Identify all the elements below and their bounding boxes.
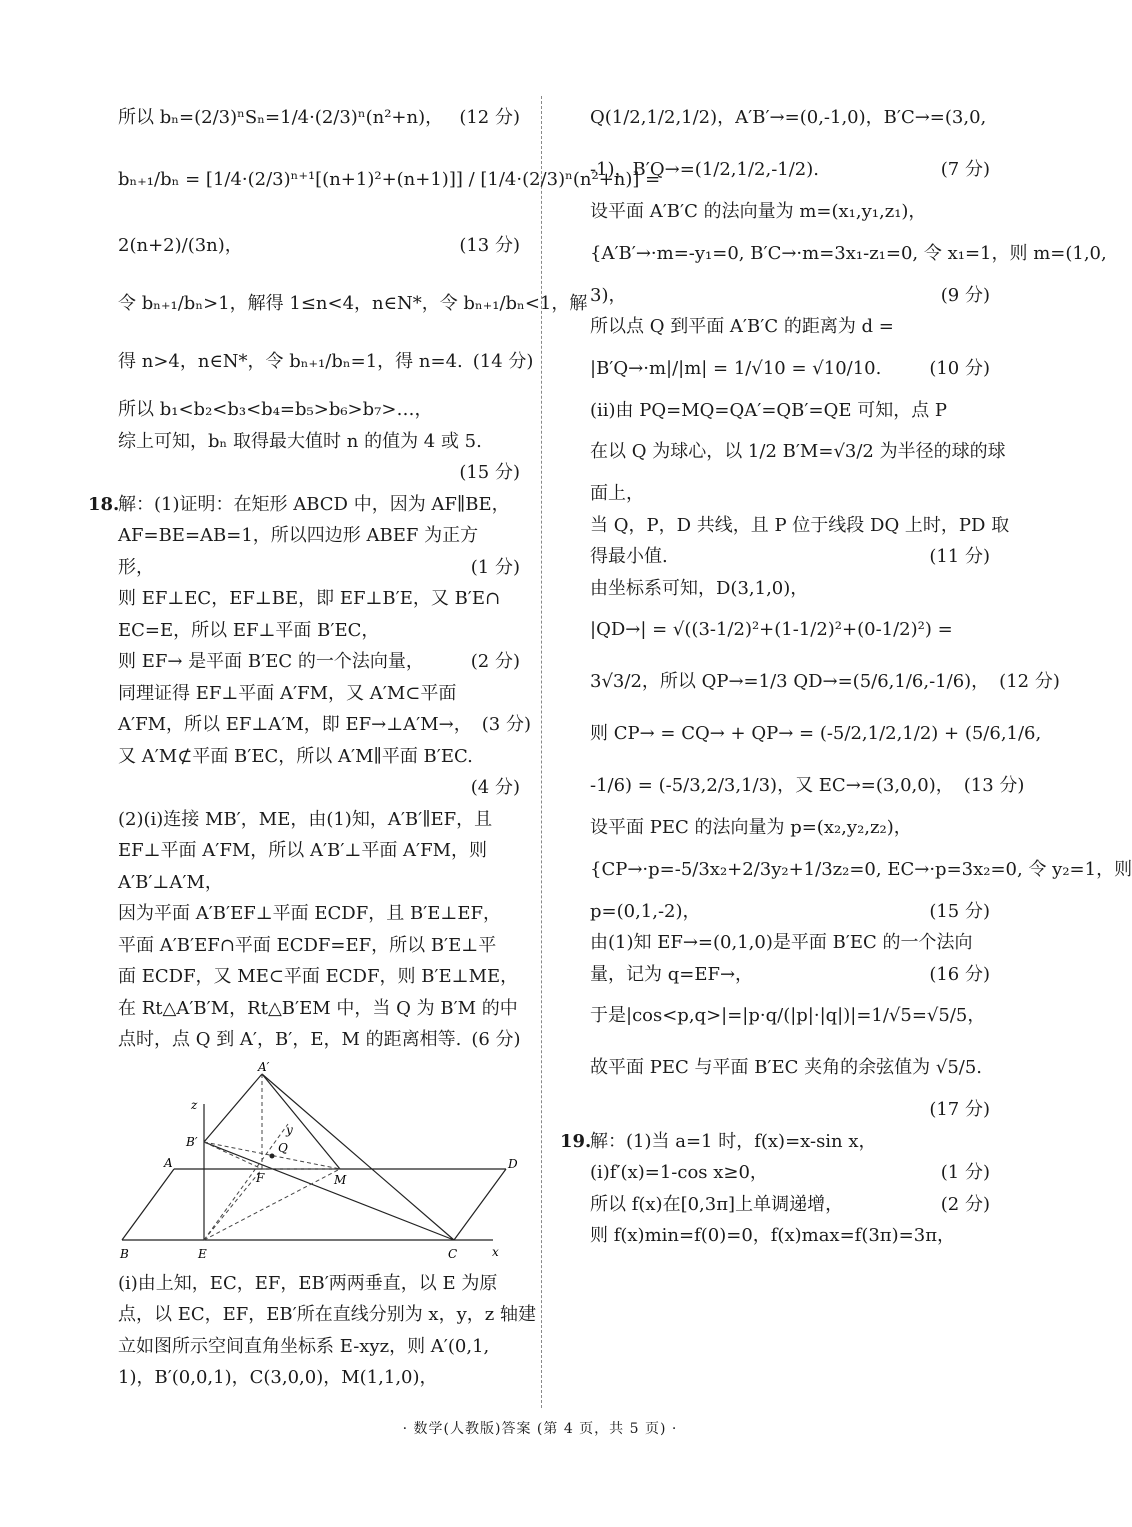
text-line [590, 280, 990, 312]
line-text: {A′B′→·m=-y₁=0, B′C→·m=3x₁-z₁=0, 令 x₁=1，则 m=(1,0, [590, 242, 1107, 264]
text-line [118, 867, 520, 899]
line-text: |B′Q→·m|/|m| = 1/√10 = √10/10. [590, 357, 882, 379]
line-text: 3√3/2，所以 QP→=1/3 QD→=(5/6,1/6,-1/6)， [590, 671, 990, 692]
line-text: 则 EF→ 是平面 B′EC 的一个法向量， [118, 651, 424, 672]
text-line [590, 1126, 990, 1158]
text-line [590, 990, 990, 1042]
text-line [590, 812, 990, 844]
line-text: 所以 bₙ=(2/3)ⁿSₙ=1/4·(2/3)ⁿ(n²+n)， [118, 107, 444, 128]
line-text: EC=E，所以 EF⊥平面 B′EC， [118, 619, 380, 641]
line-text: {CP→·p=-5/3x₂+2/3y₂+1/3z₂=0, EC→·p=3x₂=0, 令 y₂=1，则 [590, 858, 1132, 880]
text-line [118, 1268, 520, 1300]
line-text: 立如图所示空间直角坐标系 E-xyz，则 A′(0,1, [118, 1335, 490, 1357]
line-score: (11 分) [929, 546, 990, 567]
line-text: -1/6) = (-5/3,2/3,1/3)，又 EC→=(3,0,0)， [590, 775, 954, 796]
line-text: (2)(ⅰ)连接 MB′，ME，由(1)知，A′B′∥EF，且 [118, 808, 493, 830]
line-text: 1)，B′(0,0,1)，C(3,0,0)，M(1,1,0)， [118, 1367, 438, 1388]
text-line [590, 656, 1060, 708]
text-line [118, 961, 520, 993]
line-score: (1 分) [470, 556, 520, 578]
text-line [590, 844, 1132, 896]
text-line [118, 220, 520, 272]
geometry-figure [118, 1059, 520, 1264]
line-text: 又 A′M⊄平面 B′EC，所以 A′M∥平面 B′EC. [118, 745, 473, 767]
line-text: 形， [118, 556, 154, 578]
text-line [118, 678, 520, 710]
text-line [118, 278, 588, 330]
line-text: A′FM，所以 EF⊥A′M，即 EF→⊥A′M→， [118, 714, 472, 735]
text-line [118, 394, 520, 426]
y-axis [204, 1124, 288, 1240]
label-E: E [198, 1246, 207, 1261]
line-text: Q(1/2,1/2,1/2)，A′B′→=(0,-1,0)，B′C→=(3,0, [590, 107, 987, 128]
text-line [590, 426, 1006, 478]
line-B-A [122, 1169, 174, 1240]
text-line [590, 541, 990, 573]
text-line [118, 804, 520, 836]
text-line [590, 959, 990, 991]
line-score: (7 分) [940, 159, 990, 180]
text-line [590, 1042, 990, 1094]
label-Ap: A′ [258, 1059, 270, 1074]
line-text: 解：(1)证明：在矩形 ABCD 中，因为 AF∥BE， [118, 493, 510, 515]
text-line [590, 395, 990, 427]
text-line [118, 489, 520, 521]
text-line [118, 898, 520, 930]
line-text: (ⅰ)由上知，EC，EF，EB′两两垂直，以 E 为原 [118, 1272, 498, 1294]
line-text: 当 Q，P，D 共线，且 P 位于线段 DQ 上时，PD 取 [590, 514, 1010, 536]
line-text: 由(1)知 EF→=(0,1,0)是平面 B′EC 的一个法向 [590, 932, 973, 953]
line-text: 所以 f(x)在[0,3π]上单调递增， [590, 1193, 844, 1215]
line-text: 于是|cos<p,q>|=|p·q/(|p|·|q|)|=1/√5=√5/5， [590, 1005, 986, 1026]
text-line [118, 426, 520, 458]
text-line [590, 1220, 990, 1252]
line-text: 所以点 Q 到平面 A′B′C 的距离为 d = [590, 316, 894, 337]
label-y: y [286, 1122, 293, 1137]
line-text: 解：(1)当 a=1 时，f(x)=x-sin x， [590, 1130, 877, 1152]
text-line [118, 930, 520, 962]
text-line [590, 92, 990, 144]
page-footer: · 数学(人教版)答案 (第 4 页，共 5 页) · [402, 1421, 678, 1437]
line-text: -1)，B′Q→=(1/2,1/2,-1/2). [590, 159, 819, 180]
text-line [118, 92, 520, 144]
line-E-M [204, 1169, 340, 1240]
line-text: 点时，点 Q 到 A′，B′，E，M 的距离相等. [118, 1029, 462, 1050]
line-Bp-F [204, 1142, 262, 1169]
line-text: 在 Rt△A′B′M，Rt△B′EM 中，当 Q 为 B′M 的中 [118, 997, 518, 1019]
text-line [118, 154, 661, 206]
text-line [118, 1331, 520, 1363]
line-text: 量，记为 q=EF→， [590, 963, 754, 985]
label-z: z [191, 1097, 198, 1112]
line-text: 设平面 PEC 的法向量为 p=(x₂,y₂,z₂)， [590, 817, 912, 838]
line-score: (10 分) [929, 357, 990, 379]
text-line [590, 604, 990, 656]
line-text: EF⊥平面 A′FM，所以 A′B′⊥平面 A′FM，则 [118, 840, 488, 861]
line-score: (2 分) [940, 1193, 990, 1215]
text-line [118, 1024, 520, 1056]
top-lines [118, 92, 661, 489]
question-number: 19. [560, 1130, 592, 1152]
text-line [590, 478, 990, 510]
text-line [118, 646, 520, 678]
label-B: B [120, 1246, 129, 1261]
line-text: 因为平面 A′B′EF⊥平面 ECDF，且 B′E⊥EF， [118, 903, 501, 924]
line-text: 则 CP→ = CQ→ + QP→ = (-5/2,1/2,1/2) + (5/6,1/6, [590, 723, 1042, 744]
text-line [590, 1157, 990, 1189]
line-score: (12 分) [459, 107, 520, 128]
line-text: 面上， [590, 483, 644, 504]
label-F: F [256, 1170, 265, 1185]
line-score: (14 分) [472, 351, 534, 372]
text-line [118, 741, 520, 773]
line-text: 令 bₙ₊₁/bₙ>1，解得 1≤n<4，n∈N*，令 bₙ₊₁/bₙ<1，解 [118, 293, 588, 314]
line-text: 综上可知，bₙ 取得最大值时 n 的值为 4 或 5. [118, 430, 482, 452]
text-line [118, 993, 520, 1025]
line-text: AF=BE=AB=1，所以四边形 ABEF 为正方 [118, 525, 479, 546]
line-D-C [454, 1169, 506, 1240]
line-text: 3)， [590, 284, 627, 306]
text-line [590, 573, 990, 605]
line-text: 设平面 A′B′C 的法向量为 m=(x₁,y₁,z₁)， [590, 201, 927, 222]
line-Bp-C [204, 1142, 454, 1240]
line-text: 2(n+2)/(3n)， [118, 235, 243, 256]
line-text: bₙ₊₁/bₙ = [1/4·(2/3)ⁿ⁺¹[(n+1)²+(n+1)]] / [1/4·(2/3)ⁿ(n²+n)] = [118, 169, 661, 190]
line-text: 则 f(x)min=f(0)=0，f(x)max=f(3π)=3π， [590, 1225, 956, 1246]
point-Q [270, 1153, 275, 1158]
line-text: A′B′⊥A′M， [118, 871, 223, 893]
label-A: A [164, 1155, 173, 1170]
line-score: (13 分) [459, 235, 520, 256]
text-line [118, 615, 520, 647]
line-text: |QD→| = √((3-1/2)²+(1-1/2)²+(0-1/2)²) = [590, 619, 953, 640]
line-score: (12 分) [999, 671, 1060, 692]
text-line [590, 311, 990, 343]
text-line [118, 520, 520, 552]
line-text: 得 n>4，n∈N*，令 bₙ₊₁/bₙ=1，得 n=4. [118, 351, 463, 372]
line-score: (13 分) [963, 775, 1025, 796]
line-text: 在以 Q 为球心，以 1/2 B′M=√3/2 为半径的球的球 [590, 441, 1006, 462]
line-text: 由坐标系可知，D(3,1,0)， [590, 577, 809, 599]
line-E-F [204, 1169, 262, 1240]
line-score: (16 分) [929, 963, 990, 985]
text-line [590, 144, 990, 196]
text-line [118, 1299, 536, 1331]
label-D: D [508, 1156, 518, 1171]
text-line [590, 896, 990, 928]
text-line [590, 510, 1010, 542]
right-column [560, 92, 1132, 1252]
text-line [118, 336, 534, 388]
text-line [590, 708, 1042, 760]
score-4: (4 分) [470, 777, 520, 798]
line-text: 所以 b₁<b₂<b₃<b₄=b₅>b₆>b₇>…， [118, 399, 433, 420]
line-text: 平面 A′B′EF∩平面 ECDF=EF，所以 B′E⊥平 [118, 934, 497, 956]
text-line [590, 1189, 990, 1221]
line-score: (1 分) [940, 1162, 990, 1183]
line-score: (3 分) [481, 714, 531, 735]
score-17: (17 分) [929, 1099, 990, 1120]
question-number: 18. [88, 493, 120, 515]
label-Bp: B′ [186, 1134, 198, 1149]
text-line [590, 228, 1107, 280]
line-text: 则 EF⊥EC，EF⊥BE，即 EF⊥B′E，又 B′E∩ [118, 588, 501, 609]
line-text: 面 ECDF，又 ME⊂平面 ECDF，则 B′E⊥ME， [118, 966, 519, 987]
text-line [118, 1362, 520, 1394]
text-line [590, 927, 990, 959]
line-score: (6 分) [471, 1029, 521, 1050]
label-C: C [448, 1246, 458, 1261]
line-text: 得最小值. [590, 546, 668, 567]
label-Q: Q [278, 1140, 288, 1155]
label-x: x [492, 1244, 499, 1259]
text-line [118, 583, 520, 615]
line-text: 故平面 PEC 与平面 B′EC 夹角的余弦值为 √5/5. [590, 1057, 983, 1078]
line-text: p=(0,1,-2)， [590, 900, 701, 922]
text-line [118, 835, 520, 867]
text-line [590, 196, 990, 228]
score-15: (15 分) [459, 462, 520, 483]
line-text: 同理证得 EF⊥平面 A′FM，又 A′M⊂平面 [118, 682, 457, 704]
text-line [118, 552, 520, 584]
text-line [590, 760, 1025, 812]
line-score: (9 分) [940, 284, 990, 306]
line-text: (ⅱ)由 PQ=MQ=QA′=QB′=QE 可知，点 P [590, 399, 948, 421]
question-19 [560, 1126, 990, 1252]
line-Bp-Ap [204, 1074, 262, 1142]
line-text: 点，以 EC，EF，EB′所在直线分别为 x，y，z 轴建 [118, 1304, 536, 1325]
line-score: (15 分) [929, 900, 990, 922]
line-Ap-C [262, 1074, 454, 1240]
label-M: M [334, 1172, 347, 1187]
question-18 [88, 489, 536, 1394]
text-line [590, 343, 990, 395]
line-text: (ⅰ)f′(x)=1-cos x≥0， [590, 1162, 768, 1183]
line-score: (2 分) [470, 651, 520, 672]
text-line [118, 709, 531, 741]
